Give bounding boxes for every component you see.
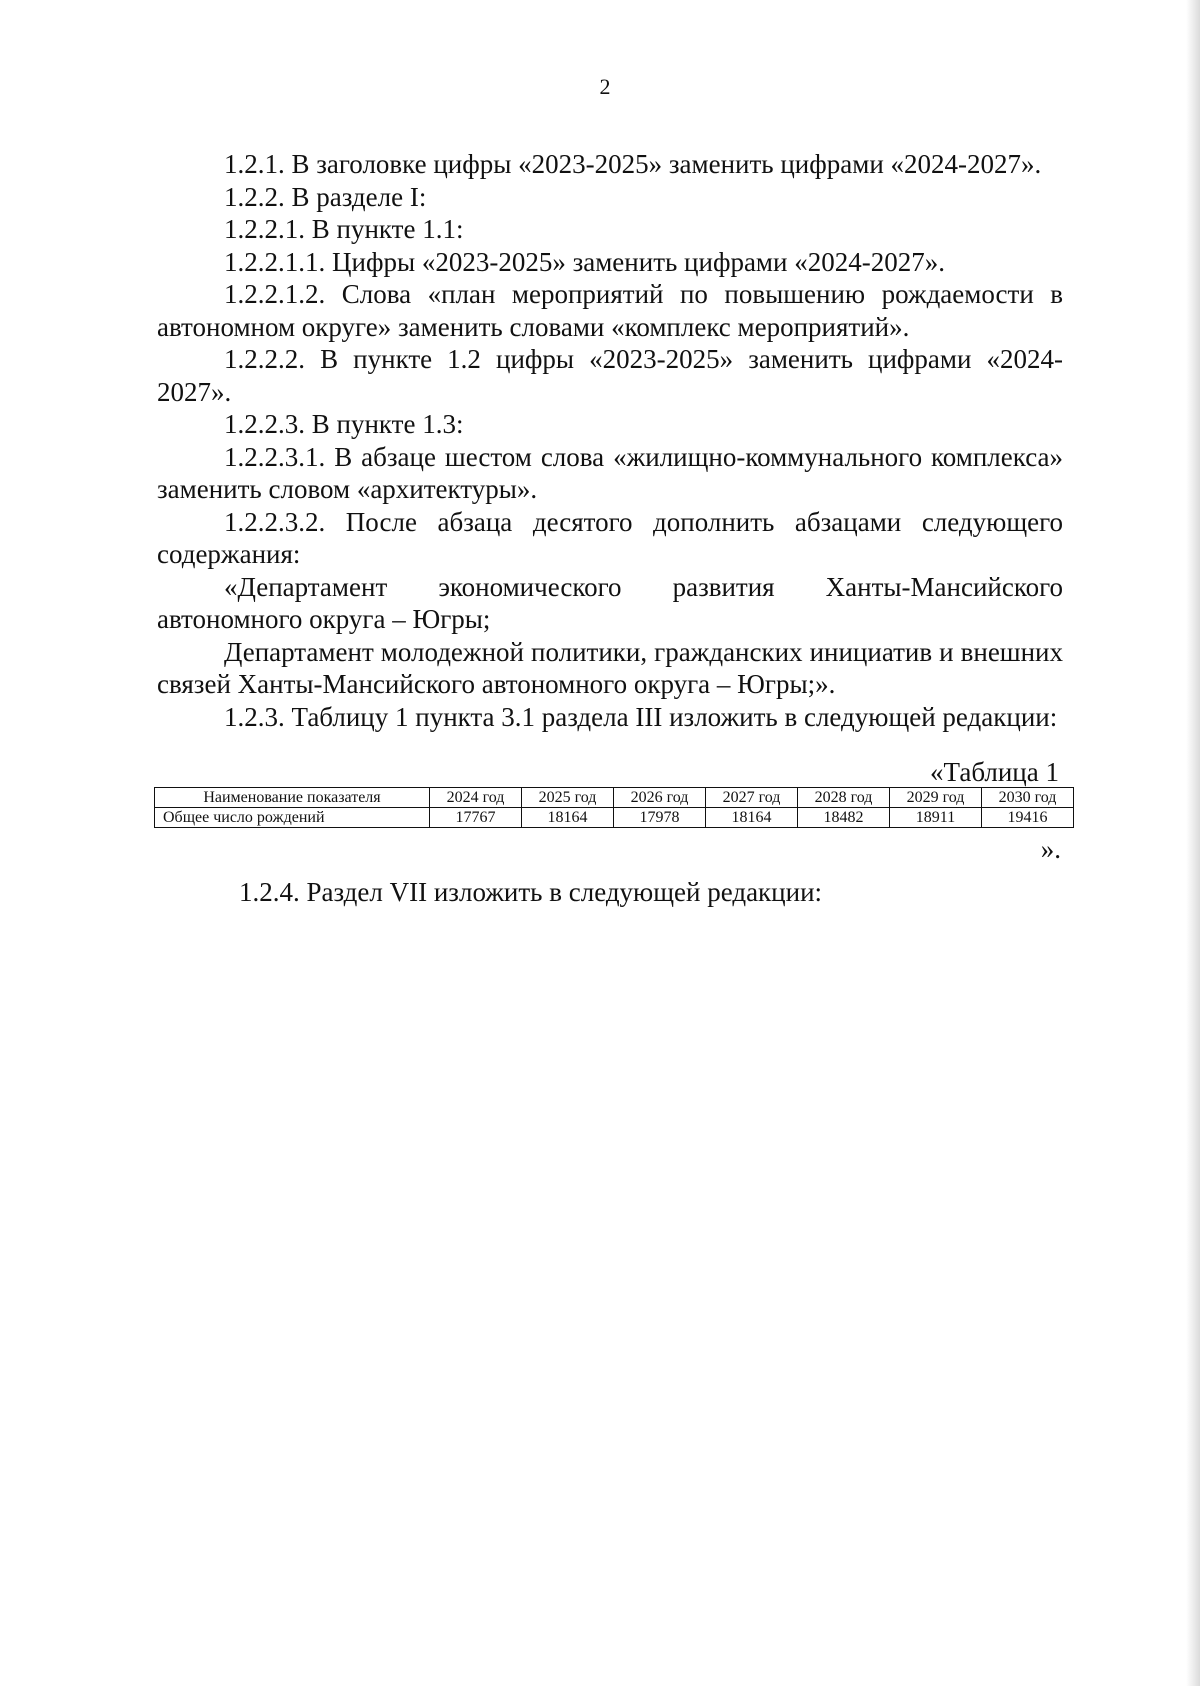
table-header-row: [155, 788, 1074, 808]
paragraph-1-2-2-3-1: 1.2.2.3.1. В абзаце шестом слова «жилищно-коммунального комплекса» заменить словом «архитектуры».: [157, 441, 1063, 504]
cell-2028: 18482: [798, 808, 890, 828]
paragraph-department-youth: Департамент молодежной политики, гражданских инициатив и внешних связей Ханты-Мансийского автономного округа – Югры;».: [157, 636, 1063, 699]
header-year-2026: 2026 год: [614, 788, 706, 808]
cell-2030: 19416: [982, 808, 1074, 828]
paragraph-1-2-1: 1.2.1. В заголовке цифры «2023-2025» заменить цифрами «2024-2027».: [224, 149, 1042, 179]
cell-2025: 18164: [522, 808, 614, 828]
cell-2027: 18164: [706, 808, 798, 828]
scan-edge: [1186, 0, 1200, 1686]
header-year-2024: 2024 год: [430, 788, 522, 808]
header-year-2029: 2029 год: [890, 788, 982, 808]
header-year-2030: 2030 год: [982, 788, 1074, 808]
paragraph-1-2-2-3: 1.2.2.3. В пункте 1.3:: [224, 409, 464, 439]
paragraph-1-2-3: 1.2.3. Таблицу 1 пункта 3.1 раздела III изложить в следующей редакции:: [224, 701, 1058, 732]
row-label-total-births: Общее число рождений: [155, 808, 430, 828]
paragraph-department-economic: «Департамент экономического развития Ханты-Мансийского автономного округа – Югры;: [157, 571, 1063, 634]
cell-2026: 17978: [614, 808, 706, 828]
header-year-2027: 2027 год: [706, 788, 798, 808]
header-year-2025: 2025 год: [522, 788, 614, 808]
document-body: [157, 148, 1063, 908]
paragraph-1-2-2-3-2: 1.2.2.3.2. После абзаца десятого дополнить абзацами следующего содержания:: [157, 506, 1063, 569]
table-row: [155, 808, 1074, 828]
paragraph-1-2-2-1-2: 1.2.2.1.2. Слова «план мероприятий по повышению рождаемости в автономном округе» заменить словами «комплекс мероприятий».: [157, 279, 1063, 342]
table-caption: «Таблица 1: [930, 757, 1059, 787]
cell-2029: 18911: [890, 808, 982, 828]
birth-statistics-table: [154, 787, 1074, 828]
paragraph-1-2-2: 1.2.2. В разделе I:: [224, 181, 427, 212]
paragraph-1-2-2-1: 1.2.2.1. В пункте 1.1:: [224, 214, 464, 244]
page-number: 2: [599, 74, 611, 99]
header-indicator-name: Наименование показателя: [155, 788, 430, 808]
header-year-2028: 2028 год: [798, 788, 890, 808]
table-closing-quote: ».: [1040, 834, 1061, 864]
paragraph-1-2-2-1-1: 1.2.2.1.1. Цифры «2023-2025» заменить цифрами «2024-2027».: [224, 246, 945, 277]
cell-2024: 17767: [430, 808, 522, 828]
paragraph-1-2-4: 1.2.4. Раздел VII изложить в следующей редакции:: [239, 877, 823, 907]
paragraph-1-2-2-2: 1.2.2.2. В пункте 1.2 цифры «2023-2025» заменить цифрами «2024-2027».: [157, 344, 1063, 407]
